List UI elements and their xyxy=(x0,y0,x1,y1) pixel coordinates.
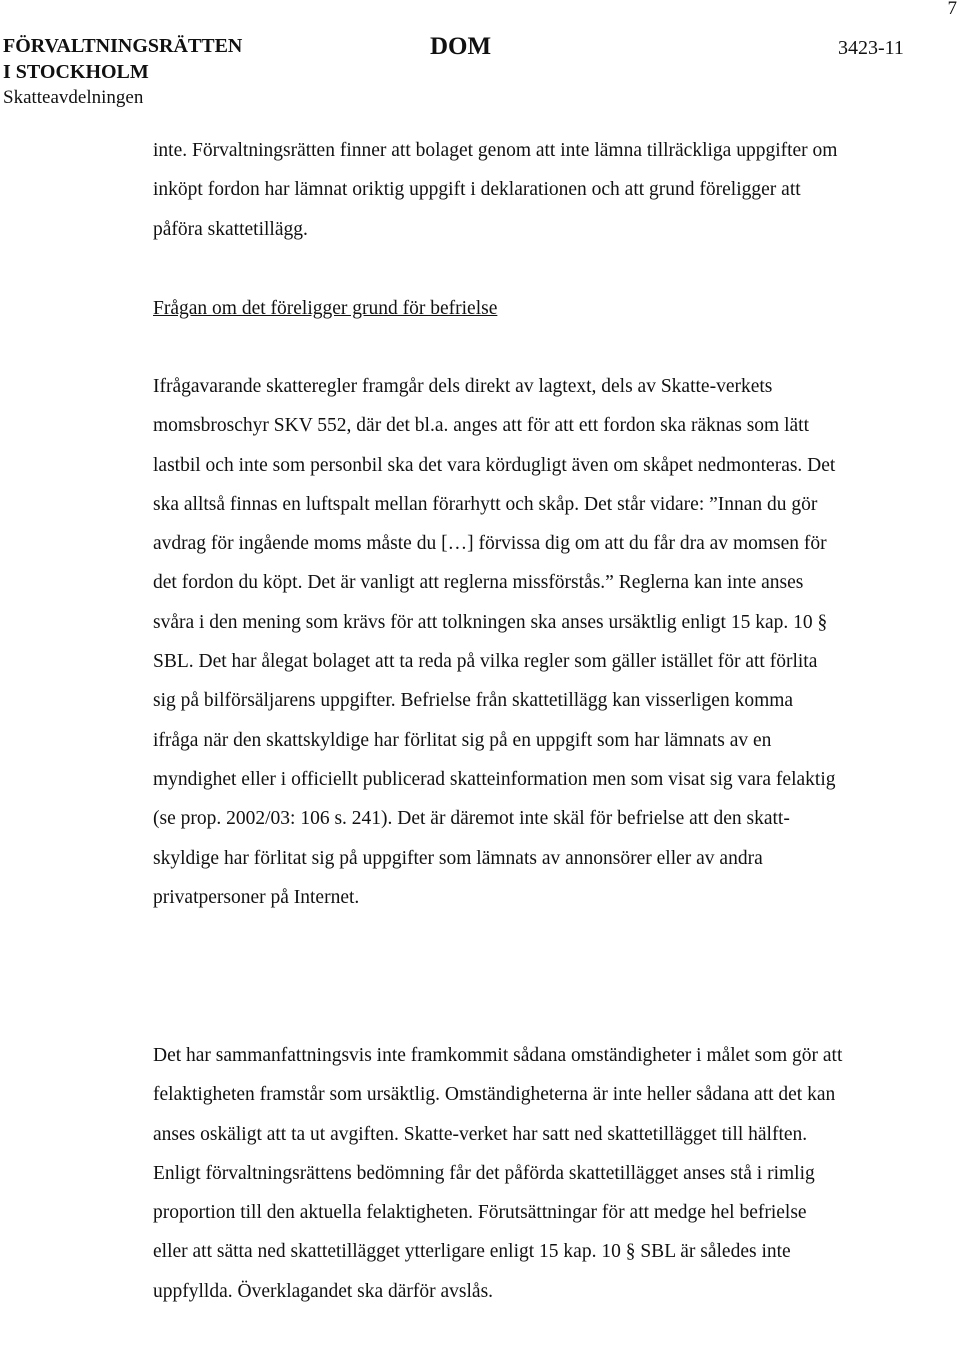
court-name xyxy=(3,33,242,110)
document-type: DOM xyxy=(430,33,492,60)
case-number: 3423-11 xyxy=(838,37,904,59)
court-name-line-2: I STOCKHOLM xyxy=(3,61,149,83)
paragraph-1: inte. Förvaltningsrätten finner att bolaget genom att inte lämna tillräckliga uppgifter om inköpt fordon har lämnat oriktig uppgift i deklarationen och att grund föreligger att påföra skattetillägg. xyxy=(153,140,838,240)
page-number: 7 xyxy=(947,0,957,19)
paragraph-2: Ifrågavarande skatteregler framgår dels direkt av lagtext, dels av Skatte-verkets momsbroschyr SKV 552, där det bl.a. anges att för att ett fordon ska räknas som lätt lastbil och inte som personbil ska det vara kördugligt även om skåpet nedmonteras. Det ska alltså finnas en luftspalt mellan förarhytt och skåp. Det står vidare: ”Innan du gör avdrag för ingående moms måste du […] förvissa dig om att du får dra av momsen för det fordon du köpt. Det är vanligt att reglerna missförstås.” Reglerna kan inte anses svåra i den mening som krävs för att tolkningen ska anses ursäktlig enligt 15 kap. 10 § SBL. Det har ålegat bolaget att ta reda på vilka regler som gäller istället för att förlita sig på bilförsäljarens uppgifter. Befrielse från skattetillägg kan visserligen komma ifråga när den skattskyldige har förlitat sig på en uppgift som har lämnats av en myndighet eller i officiellt publicerad skatteinformation men som visat sig vara felaktig (se prop. 2002/03: 106 s. 241). Det är däremot inte skäl för befrielse att den skatt-skyldige har förlitat sig på uppgifter som lämnats av annonsörer eller av andra privatpersoner på Internet. xyxy=(153,376,836,908)
court-department: Skatteavdelningen xyxy=(3,87,144,108)
section-heading: Frågan om det föreligger grund för befrielse xyxy=(153,298,498,319)
court-name-line-1: FÖRVALTNINGSRÄTTEN xyxy=(3,35,243,57)
paragraph-3: Det har sammanfattningsvis inte framkommit sådana omständigheter i målet som gör att felaktigheten framstår som ursäktlig. Omständigheterna är inte heller sådana att det kan anses oskäligt att ta ut avgiften. Skatte-verket har satt ned skattetillägget till hälften. Enligt förvaltningsrättens bedömning får det påförda skattetillägget anses stå i rimlig proportion till den aktuella felaktigheten. Förutsättningar för att medge hel befrielse eller att sätta ned skattetillägget ytterligare enligt 15 kap. 10 § SBL är således inte uppfyllda. Överklagandet ska därför avslås. xyxy=(153,1045,843,1302)
